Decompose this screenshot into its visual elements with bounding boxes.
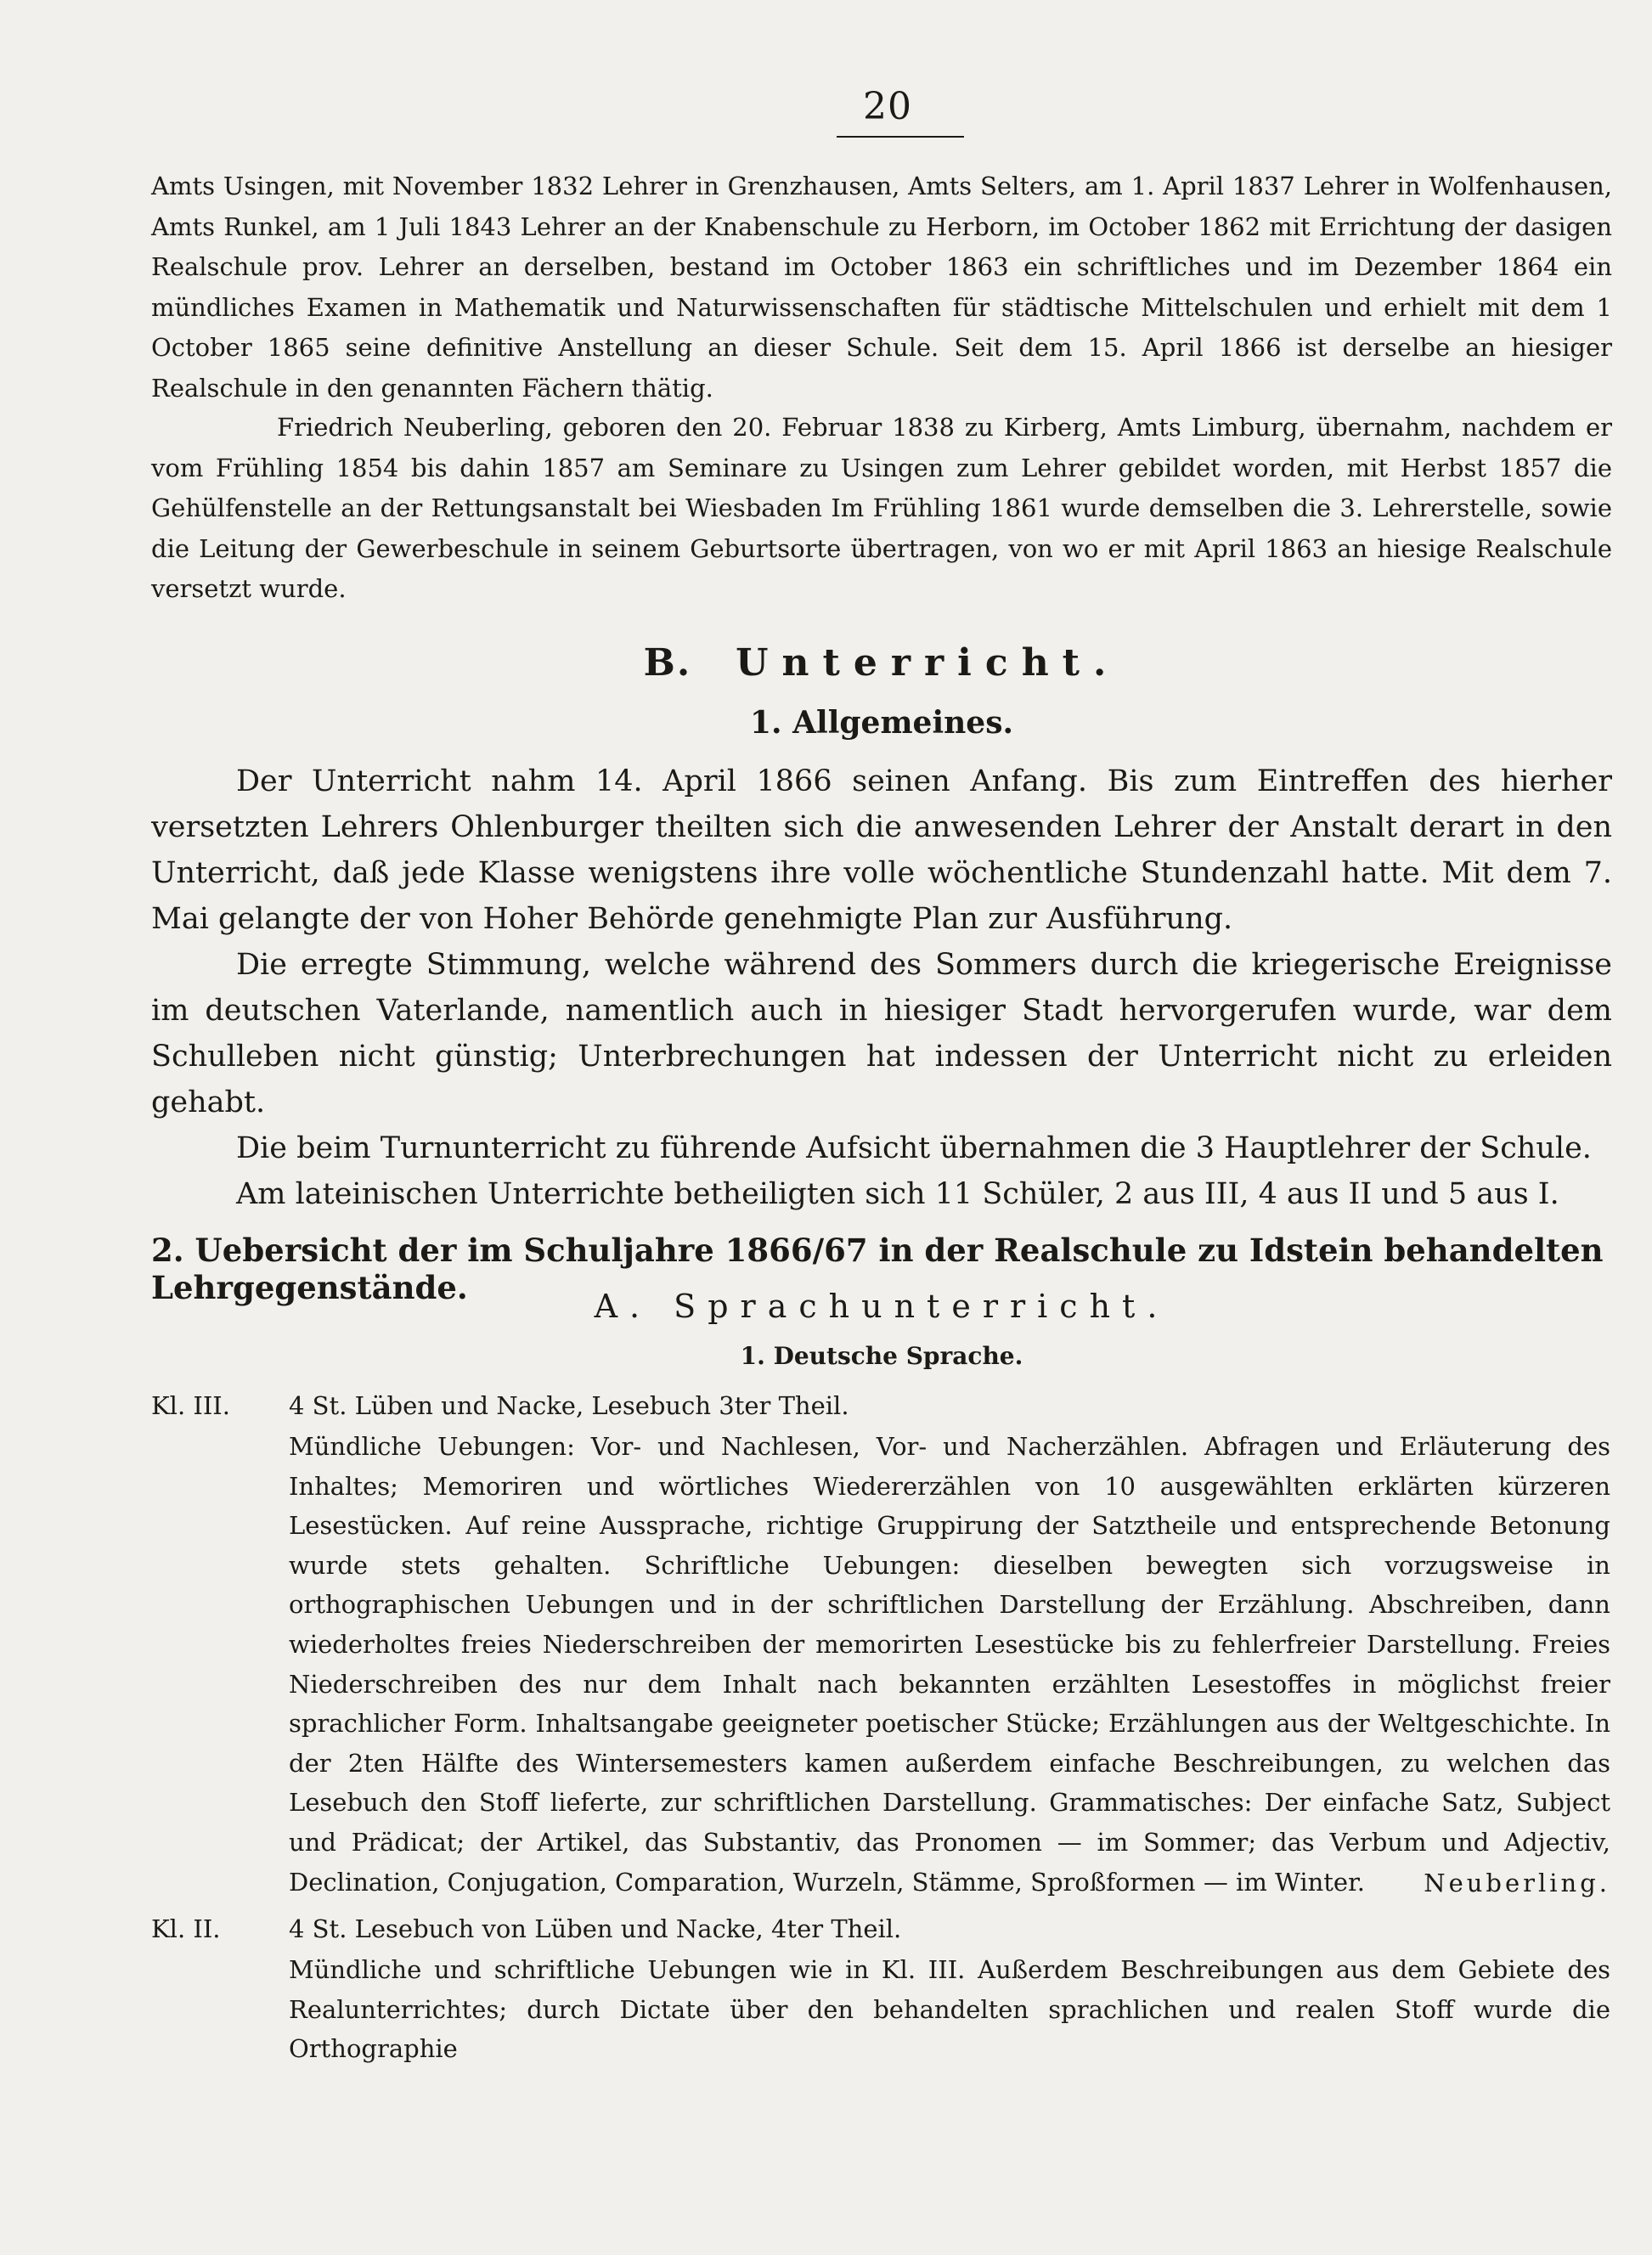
page-number-rule xyxy=(837,136,964,138)
general-paragraph-1 xyxy=(151,758,1612,942)
section-b-letter: B. xyxy=(643,641,692,685)
intro-text-2 xyxy=(151,408,1612,610)
biography-paragraph-1: Amts Usingen, mit November 1832 Lehrer in Grenzhausen, Amts Selters, am 1. April 1837 Lehrer in Wolfenhausen, Amts Runkel, am 1 Juli 1843 Lehrer an der Knabenschule zu Herborn, im October 1862 mit Errichtung der dasigen Realschule prov. Lehrer an derselben, bestand im October 1863 ein schriftliches und im Dezember 1864 ein mündliches Examen in Mathematik und Naturwissenschaften für städtische Mittelschulen und erhielt mit dem 1 October 1865 seine definitive Anstellung an dieser Schule. Seit dem 15. April 1866 ist derselbe an hiesiger Realschule in den genannten Fächern thätig. xyxy=(151,172,1612,403)
section-2-heading: 2. Uebersicht der im Schuljahre 1866/67 in der Realschule zu Idstein behandelten Lehrgegenstände. xyxy=(151,1232,1604,1306)
general-paragraph-2 xyxy=(151,942,1612,1125)
section-b-title: Unterricht. xyxy=(736,641,1120,685)
subsection-a-title: A. Sprachunterricht. xyxy=(594,1288,1170,1325)
klasse-iii-header xyxy=(151,1386,1612,1429)
general-paragraph-2-text: Die erregte Stimmung, welche während des Sommers durch die kriegerische Ereignisse im deutschen Vaterlande, namentlich auch in hiesiger Stadt hervorgerufen wurde, war dem Schulleben nicht günstig; Unterbrechungen hat indessen der Unterricht nicht zu erleiden gehabt. xyxy=(151,948,1612,1119)
klasse-iii-label: Kl. III. xyxy=(151,1391,230,1420)
section-1-body xyxy=(151,758,1612,1217)
page-number: 20 xyxy=(863,85,912,128)
biography-paragraph-2-text: Friedrich Neuberling, geboren den 20. Februar 1838 zu Kirberg, Amts Limburg, übernahm, nachdem er vom Frühling 1854 bis dahin 1857 am Seminare zu Usingen zum Lehrer gebildet worden, mit Herbst 1857 die Gehülfenstelle an der Rettungsanstalt bei Wiesbaden Im Frühling 1861 wurde demselben die 3. Lehrerstelle, sowie die Leitung der Gewerbeschule in seinem Geburtsorte übertragen, von wo er mit April 1863 an hiesige Realschule versetzt wurde. xyxy=(151,413,1612,604)
intro-text xyxy=(151,166,1612,409)
klasse-iii-body xyxy=(289,1427,1610,1902)
subsection-a-heading xyxy=(151,1287,1612,1325)
general-paragraph-3-text: Die beim Turnunterricht zu führende Aufsicht übernahmen die 3 Hauptlehrer der Schule. xyxy=(236,1131,1592,1165)
general-paragraph-3 xyxy=(151,1125,1612,1171)
klasse-ii-header xyxy=(151,1909,1612,1952)
section-b-heading xyxy=(151,641,1612,685)
klasse-ii-body xyxy=(289,1950,1610,2069)
german-language-heading: 1. Deutsche Sprache. xyxy=(740,1342,1023,1370)
klasse-ii-text: Mündliche und schriftliche Uebungen wie in Kl. III. Außerdem Beschreibungen aus dem Gebiete des Realunterrichtes; durch Dictate über den behandelten sprachlichen und realen Stoff wurde die Orthographie xyxy=(289,1955,1610,2064)
klasse-ii-hours-book: 4 St. Lesebuch von Lüben und Nacke, 4ter Theil. xyxy=(289,1914,902,1943)
klasse-ii-label: Kl. II. xyxy=(151,1914,221,1943)
general-paragraph-4 xyxy=(151,1171,1612,1217)
section-1-heading: 1. Allgemeines. xyxy=(749,705,1014,741)
klasse-iii-text: Mündliche Uebungen: Vor- und Nachlesen, Vor- und Nacherzählen. Abfragen und Erläuterung des Inhaltes; Memoriren und wörtliches Wiedererzählen von 10 ausgewählten erklärten kürzeren Lesestücken. Auf reine Aussprache, richtige Gruppirung der Satztheile und entsprechende Betonung wurde stets gehalten. Schriftliche Uebungen: dieselben bewegten sich vorzugsweise in orthographischen Uebungen und in der schriftlichen Darstellung der Erzählung. Abschreiben, dann wiederholtes freies Niederschreiben der memorirten Lesestücke bis zu fehlerfreier Darstellung. Freies Niederschreiben des nur dem Inhalt nach bekannten erzählten Lesestoffes in möglichst freier sprachlicher Form. Inhaltsangabe geeigneter poetischer Stücke; Erzählungen aus der Weltgeschichte. In der 2ten Hälfte des Wintersemesters kamen außerdem einfache Beschreibungen, zu welchen das Lesebuch den Stoff lieferte, zur schriftlichen Darstellung. Grammatisches: Der einfache Satz, Subject und Prädicat; der Artikel, das Substantiv, das Pronomen — im Sommer; das Verbum und Adjectiv, Declination, Conjugation, Comparation, Wurzeln, Stämme, Sproßformen — im Winter. xyxy=(289,1432,1610,1897)
teacher-signature: Neuberling. xyxy=(1424,1869,1610,1898)
klasse-iii-hours-book: 4 St. Lüben und Nacke, Lesebuch 3ter Theil. xyxy=(289,1391,849,1420)
biography-paragraph-2 xyxy=(151,408,1612,610)
general-paragraph-4-text: Am lateinischen Unterrichte betheiligten sich 11 Schüler, 2 aus III, 4 aus II und 5 aus I. xyxy=(236,1177,1559,1211)
general-paragraph-1-text: Der Unterricht nahm 14. April 1866 seinen Anfang. Bis zum Eintreffen des hierher versetzten Lehrers Ohlenburger theilten sich die anwesenden Lehrer der Anstalt derart in den Unterricht, daß jede Klasse wenigstens ihre volle wöchentliche Stundenzahl hatte. Mit dem 7. Mai gelangte der von Hoher Behörde genehmigte Plan zur Ausführung. xyxy=(151,764,1612,936)
